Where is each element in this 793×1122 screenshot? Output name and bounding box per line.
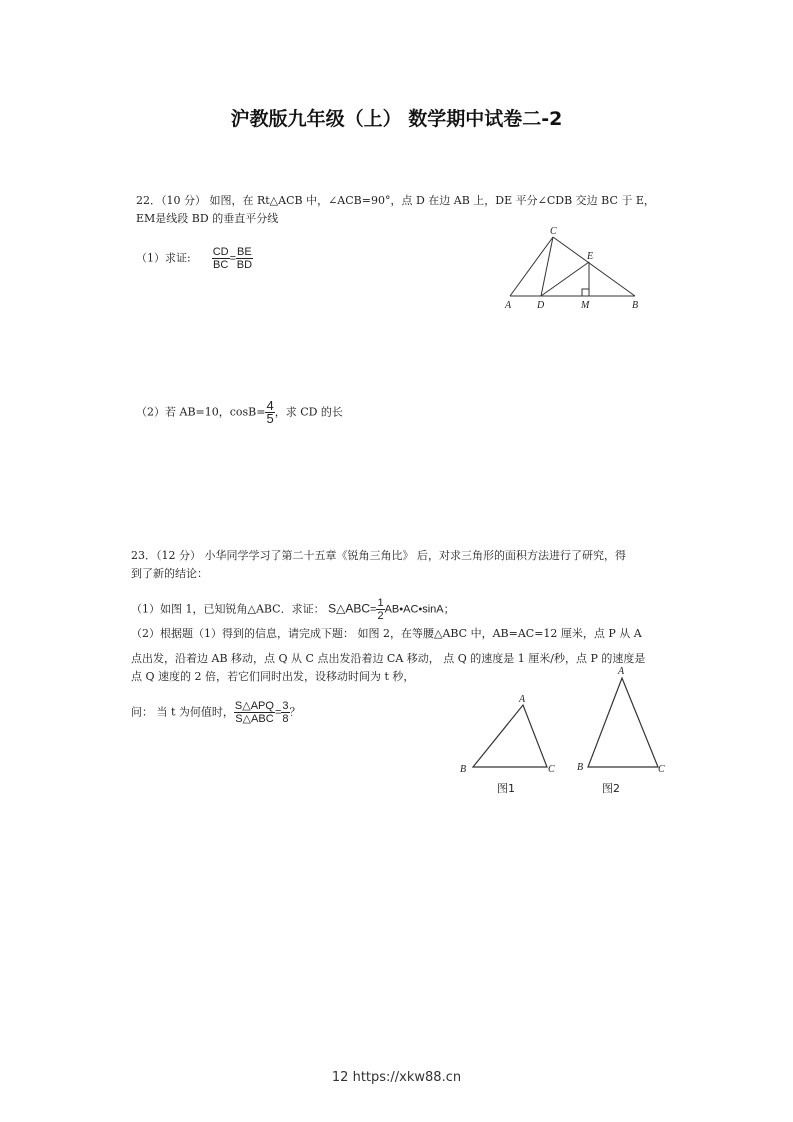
numerator: CD — [212, 246, 229, 258]
q23-part2-line2: 点出发，沿着边 AB 移动，点 Q 从 C 点出发沿着边 CA 移动， 点 Q 的速度是 1 厘米/秒，点 P 的速度是 — [131, 652, 646, 665]
q22-line2: EM是线段 BD 的垂直平分线 — [136, 212, 279, 225]
denominator: S△ABC — [235, 713, 274, 725]
denominator: 2 — [377, 610, 384, 622]
fraction-area-ratio — [234, 700, 275, 725]
denominator: BC — [213, 259, 229, 271]
fig1-caption: 图1 — [497, 782, 515, 795]
q22-part2 — [136, 400, 343, 425]
label-a: A — [505, 300, 512, 311]
question-mark: ？ — [289, 705, 301, 719]
q22-part2-tail: ，求 CD 的长 — [274, 405, 343, 419]
fig2-label-a: A — [618, 666, 625, 677]
q23-part1-text: （1）如图 1，已知锐角△ABC．求证： — [131, 602, 325, 616]
numerator: 1 — [377, 597, 384, 609]
fig2-label-b: B — [577, 762, 584, 773]
label-d: D — [537, 300, 545, 311]
q23-line1: 23．（12 分） 小华同学学习了第二十五章《锐角三角比》 后，对求三角形的面积方法进行了研究，得 — [131, 549, 626, 562]
fraction-be-bd — [236, 246, 253, 271]
fig1-label-b: B — [460, 764, 467, 775]
equals: = — [274, 706, 282, 719]
q23-part2-line1: （2）根据题（1）得到的信息，请完成下题： 如图 2，在等腰△ABC 中，AB=AC=12 厘米，点 P 从 A — [131, 627, 642, 640]
numerator: BE — [237, 246, 252, 258]
q22-part1-label: （1）求证: — [136, 251, 191, 265]
label-e: E — [587, 251, 594, 262]
fraction-3-8 — [281, 700, 289, 725]
fraction-4-5 — [265, 400, 274, 425]
area-symbol: S△ABC — [328, 601, 371, 616]
label-b: B — [632, 300, 639, 311]
q22-part1 — [136, 246, 253, 271]
page-title: 沪教版九年级（上） 数学期中试卷二-2 — [230, 108, 563, 130]
numerator: S△APQ — [234, 700, 274, 712]
label-m: M — [581, 300, 590, 311]
q23-part2-line3: 点 Q 速度的 2 倍，若它们同时出发，设移动时间为 t 秒， — [131, 670, 415, 683]
denominator: BD — [236, 259, 253, 271]
q23-part1: （1）如图 1，已知锐角△ABC．求证： S△ABC= $\frac{1}{2}$ AB•AC•sinA； — [131, 597, 455, 622]
fig2-caption: 图2 — [602, 782, 620, 795]
fig1-label-a: A — [519, 694, 526, 705]
page-footer: 12 https://xkw88.cn — [331, 1070, 462, 1085]
numerator: 4 — [266, 398, 274, 413]
numerator: 3 — [282, 700, 289, 712]
q23-figures — [450, 660, 690, 780]
fig2-label-c: C — [658, 764, 665, 775]
q23-question-text: 问： 当 t 为何值时， — [131, 705, 234, 719]
equals: = — [229, 252, 237, 265]
denominator: 5 — [266, 411, 274, 426]
q23-question — [131, 700, 301, 725]
fraction-1-2 — [376, 597, 384, 622]
q23-line2: 到了新的结论： — [131, 567, 208, 580]
q22-figure — [495, 222, 655, 314]
formula-rest: AB•AC•sinA； — [384, 603, 455, 616]
q22-line1: 22．（10 分） 如图，在 Rt△ACB 中，∠ACB=90°，点 D 在边 AB 上，DE 平分∠CDB 交边 BC 于 E， — [136, 194, 655, 207]
q22-part2-text: （2）若 AB=10，cosB= — [136, 405, 266, 419]
denominator: 8 — [282, 713, 289, 725]
fig1-label-c: C — [548, 764, 555, 775]
fraction-cd-bc — [212, 246, 230, 271]
label-c: C — [550, 226, 557, 237]
